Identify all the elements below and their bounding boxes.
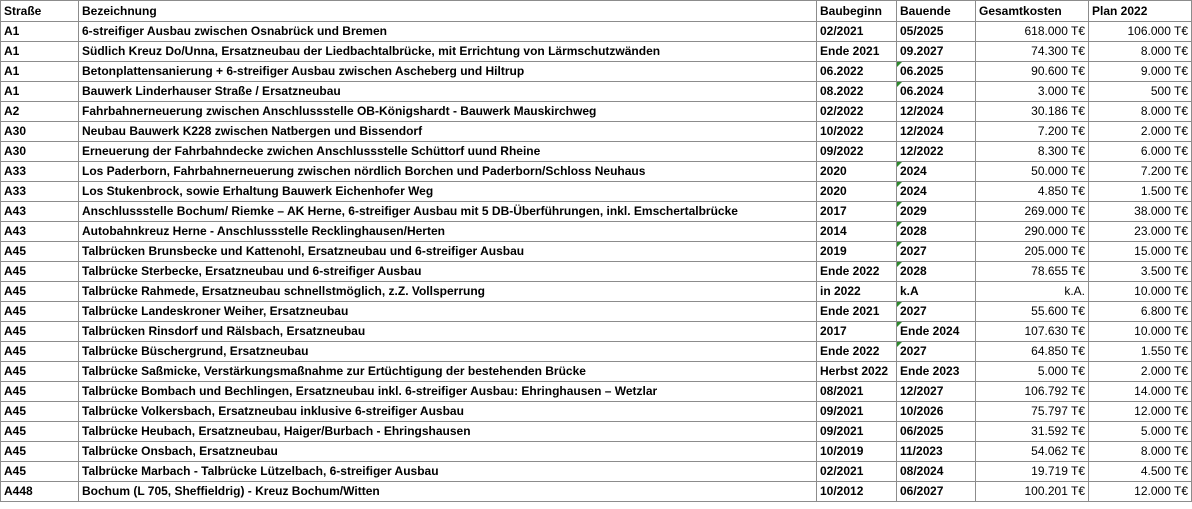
cell-strasse[interactable]: A45 (1, 362, 79, 382)
header-strasse[interactable]: Straße (1, 1, 79, 22)
table-row (1, 202, 1192, 222)
cell-bauende[interactable]: 2028 (897, 262, 976, 282)
cell-plan-2022[interactable]: 23.000 T€ (1089, 222, 1192, 242)
table-row (1, 402, 1192, 422)
cell-gesamtkosten[interactable]: 290.000 T€ (976, 222, 1089, 242)
cell-gesamtkosten[interactable]: 4.850 T€ (976, 182, 1089, 202)
table-row (1, 62, 1192, 82)
cell-baubeginn[interactable]: 02/2022 (817, 102, 897, 122)
table-row (1, 422, 1192, 442)
cell-bezeichnung[interactable]: Talbrücke Landeskroner Weiher, Ersatzneubau (79, 302, 817, 322)
cell-strasse[interactable]: A30 (1, 122, 79, 142)
cell-bauende[interactable]: 2028 (897, 222, 976, 242)
table-row (1, 222, 1192, 242)
cell-plan-2022[interactable]: 3.500 T€ (1089, 262, 1192, 282)
cell-gesamtkosten[interactable]: 78.655 T€ (976, 262, 1089, 282)
cell-bezeichnung[interactable]: Talbrücke Sterbecke, Ersatzneubau und 6-streifiger Ausbau (79, 262, 817, 282)
header-plan-2022[interactable]: Plan 2022 (1089, 1, 1192, 22)
header-bezeichnung[interactable]: Bezeichnung (79, 1, 817, 22)
table-row (1, 262, 1192, 282)
header-bauende[interactable]: Bauende (897, 1, 976, 22)
cell-bezeichnung[interactable]: Talbrücke Marbach - Talbrücke Lützelbach, 6-streifiger Ausbau (79, 462, 817, 482)
cell-plan-2022[interactable]: 7.200 T€ (1089, 162, 1192, 182)
cell-bezeichnung[interactable]: Bauwerk Linderhauser Straße / Ersatzneubau (79, 82, 817, 102)
cell-baubeginn[interactable]: 10/2019 (817, 442, 897, 462)
cell-gesamtkosten[interactable]: 74.300 T€ (976, 42, 1089, 62)
cell-bauende[interactable]: 09.2027 (897, 42, 976, 62)
cell-gesamtkosten[interactable]: 55.600 T€ (976, 302, 1089, 322)
cell-gesamtkosten[interactable]: k.A. (976, 282, 1089, 302)
cell-strasse[interactable]: A45 (1, 242, 79, 262)
cell-bezeichnung[interactable]: Los Stukenbrock, sowie Erhaltung Bauwerk Eichenhofer Weg (79, 182, 817, 202)
cell-bauende[interactable]: 11/2023 (897, 442, 976, 462)
cell-gesamtkosten[interactable]: 107.630 T€ (976, 322, 1089, 342)
cell-bauende[interactable]: Ende 2023 (897, 362, 976, 382)
cell-gesamtkosten[interactable]: 90.600 T€ (976, 62, 1089, 82)
cell-baubeginn[interactable]: 06.2022 (817, 62, 897, 82)
table-body (1, 22, 1192, 502)
cell-baubeginn[interactable]: Ende 2021 (817, 302, 897, 322)
cell-strasse[interactable]: A45 (1, 302, 79, 322)
cell-gesamtkosten[interactable]: 106.792 T€ (976, 382, 1089, 402)
cell-bauende[interactable]: k.A (897, 282, 976, 302)
cell-bezeichnung[interactable]: Talbrücke Bombach und Bechlingen, Ersatzneubau inkl. 6-streifiger Ausbau: Ehringhausen – Wetzlar (79, 382, 817, 402)
cell-strasse[interactable]: A1 (1, 22, 79, 42)
table-row (1, 242, 1192, 262)
cell-baubeginn[interactable]: 09/2021 (817, 422, 897, 442)
cell-bauende[interactable]: 12/2024 (897, 102, 976, 122)
cell-plan-2022[interactable]: 8.000 T€ (1089, 442, 1192, 462)
cell-bezeichnung[interactable]: Talbrücke Büschergrund, Ersatzneubau (79, 342, 817, 362)
cell-bezeichnung[interactable]: Talbrücken Rinsdorf und Rälsbach, Ersatzneubau (79, 322, 817, 342)
cell-plan-2022[interactable]: 8.000 T€ (1089, 102, 1192, 122)
cell-gesamtkosten[interactable]: 75.797 T€ (976, 402, 1089, 422)
cell-strasse[interactable]: A1 (1, 42, 79, 62)
cell-bezeichnung[interactable]: 6-streifiger Ausbau zwischen Osnabrück und Bremen (79, 22, 817, 42)
cell-baubeginn[interactable]: 2020 (817, 182, 897, 202)
table-row (1, 282, 1192, 302)
cell-gesamtkosten[interactable]: 8.300 T€ (976, 142, 1089, 162)
cell-plan-2022[interactable]: 12.000 T€ (1089, 402, 1192, 422)
cell-plan-2022[interactable]: 4.500 T€ (1089, 462, 1192, 482)
cell-gesamtkosten[interactable]: 19.719 T€ (976, 462, 1089, 482)
cell-gesamtkosten[interactable]: 31.592 T€ (976, 422, 1089, 442)
cell-bezeichnung[interactable]: Talbrücke Saßmicke, Verstärkungsmaßnahme zur Ertüchtigung der bestehenden Brücke (79, 362, 817, 382)
cell-strasse[interactable]: A45 (1, 422, 79, 442)
cell-bauende[interactable]: 05/2025 (897, 22, 976, 42)
cell-strasse[interactable]: A1 (1, 62, 79, 82)
table-row (1, 322, 1192, 342)
cell-strasse[interactable]: A45 (1, 322, 79, 342)
cell-bauende[interactable]: 08/2024 (897, 462, 976, 482)
cell-bauende[interactable]: 2024 (897, 162, 976, 182)
cell-strasse[interactable]: A30 (1, 142, 79, 162)
cell-baubeginn[interactable]: 2017 (817, 322, 897, 342)
cell-strasse[interactable]: A2 (1, 102, 79, 122)
cell-gesamtkosten[interactable]: 7.200 T€ (976, 122, 1089, 142)
cell-bezeichnung[interactable]: Bochum (L 705, Sheffieldrig) - Kreuz Bochum/Witten (79, 482, 817, 502)
cell-bezeichnung[interactable]: Autobahnkreuz Herne - Anschlussstelle Recklinghausen/Herten (79, 222, 817, 242)
cell-bezeichnung[interactable]: Fahrbahnerneuerung zwischen Anschlussstelle OB-Königshardt - Bauwerk Mauskirchweg (79, 102, 817, 122)
table-row (1, 382, 1192, 402)
cell-plan-2022[interactable]: 6.000 T€ (1089, 142, 1192, 162)
cell-bauende[interactable]: Ende 2024 (897, 322, 976, 342)
cell-baubeginn[interactable]: Ende 2022 (817, 262, 897, 282)
table-row (1, 182, 1192, 202)
cell-strasse[interactable]: A1 (1, 82, 79, 102)
cell-baubeginn[interactable]: 08/2021 (817, 382, 897, 402)
cell-bauende[interactable]: 2027 (897, 302, 976, 322)
cell-baubeginn[interactable]: in 2022 (817, 282, 897, 302)
cell-bauende[interactable]: 06/2027 (897, 482, 976, 502)
cell-baubeginn[interactable]: 02/2021 (817, 22, 897, 42)
cell-gesamtkosten[interactable]: 205.000 T€ (976, 242, 1089, 262)
cell-bezeichnung[interactable]: Anschlussstelle Bochum/ Riemke – AK Herne, 6-streifiger Ausbau mit 5 DB-Überführungen, inkl. Emschertalbrücke (79, 202, 817, 222)
cell-gesamtkosten[interactable]: 30.186 T€ (976, 102, 1089, 122)
cell-bauende[interactable]: 2029 (897, 202, 976, 222)
cell-baubeginn[interactable]: Ende 2021 (817, 42, 897, 62)
cell-plan-2022[interactable]: 1.500 T€ (1089, 182, 1192, 202)
cell-strasse[interactable]: A45 (1, 442, 79, 462)
table-row (1, 362, 1192, 382)
cell-bauende[interactable]: 2024 (897, 182, 976, 202)
cell-bezeichnung[interactable]: Talbrücken Brunsbecke und Kattenohl, Ersatzneubau und 6-streifiger Ausbau (79, 242, 817, 262)
cell-bauende[interactable]: 12/2027 (897, 382, 976, 402)
cell-baubeginn[interactable]: 10/2012 (817, 482, 897, 502)
cell-plan-2022[interactable]: 8.000 T€ (1089, 42, 1192, 62)
cell-baubeginn[interactable]: 2014 (817, 222, 897, 242)
cell-bezeichnung[interactable]: Talbrücke Rahmede, Ersatzneubau schnellstmöglich, z.Z. Vollsperrung (79, 282, 817, 302)
cell-bezeichnung[interactable]: Betonplattensanierung + 6-streifiger Ausbau zwischen Ascheberg und Hiltrup (79, 62, 817, 82)
cell-strasse[interactable]: A448 (1, 482, 79, 502)
table-row (1, 462, 1192, 482)
cell-gesamtkosten[interactable]: 5.000 T€ (976, 362, 1089, 382)
cell-bauende[interactable]: 12/2022 (897, 142, 976, 162)
cell-strasse[interactable]: A45 (1, 342, 79, 362)
cell-plan-2022[interactable]: 14.000 T€ (1089, 382, 1192, 402)
cell-baubeginn[interactable]: 2019 (817, 242, 897, 262)
cell-bauende[interactable]: 12/2024 (897, 122, 976, 142)
cell-plan-2022[interactable]: 15.000 T€ (1089, 242, 1192, 262)
table-row (1, 162, 1192, 182)
cell-baubeginn[interactable]: 10/2022 (817, 122, 897, 142)
cell-baubeginn[interactable]: 2020 (817, 162, 897, 182)
cell-baubeginn[interactable]: Herbst 2022 (817, 362, 897, 382)
cell-bezeichnung[interactable]: Los Paderborn, Fahrbahnerneuerung zwischen nördlich Borchen und Paderborn/Schloss Neuhaus (79, 162, 817, 182)
cell-strasse[interactable]: A33 (1, 182, 79, 202)
table-row (1, 342, 1192, 362)
cell-bauende[interactable]: 06/2025 (897, 422, 976, 442)
cell-strasse[interactable]: A43 (1, 202, 79, 222)
cell-bezeichnung[interactable]: Talbrücke Onsbach, Ersatzneubau (79, 442, 817, 462)
cell-plan-2022[interactable]: 1.550 T€ (1089, 342, 1192, 362)
cell-plan-2022[interactable]: 10.000 T€ (1089, 282, 1192, 302)
cell-bauende[interactable]: 10/2026 (897, 402, 976, 422)
cell-baubeginn[interactable]: 2017 (817, 202, 897, 222)
cell-plan-2022[interactable]: 12.000 T€ (1089, 482, 1192, 502)
table-row (1, 82, 1192, 102)
cell-bauende[interactable]: 06.2024 (897, 82, 976, 102)
cell-baubeginn[interactable]: Ende 2022 (817, 342, 897, 362)
cell-strasse[interactable]: A33 (1, 162, 79, 182)
cell-bauende[interactable]: 06.2025 (897, 62, 976, 82)
table-row (1, 142, 1192, 162)
table-row (1, 442, 1192, 462)
cell-plan-2022[interactable]: 10.000 T€ (1089, 322, 1192, 342)
cell-baubeginn[interactable]: 02/2021 (817, 462, 897, 482)
cell-plan-2022[interactable]: 2.000 T€ (1089, 122, 1192, 142)
cell-strasse[interactable]: A45 (1, 462, 79, 482)
cell-gesamtkosten[interactable]: 618.000 T€ (976, 22, 1089, 42)
header-baubeginn[interactable]: Baubeginn (817, 1, 897, 22)
cell-strasse[interactable]: A45 (1, 262, 79, 282)
cell-strasse[interactable]: A45 (1, 282, 79, 302)
table-row (1, 22, 1192, 42)
cell-gesamtkosten[interactable]: 3.000 T€ (976, 82, 1089, 102)
cell-bezeichnung[interactable]: Talbrücke Volkersbach, Ersatzneubau inklusive 6-streifiger Ausbau (79, 402, 817, 422)
cell-strasse[interactable]: A43 (1, 222, 79, 242)
cell-plan-2022[interactable]: 38.000 T€ (1089, 202, 1192, 222)
cell-bauende[interactable]: 2027 (897, 242, 976, 262)
cell-baubeginn[interactable]: 09/2021 (817, 402, 897, 422)
cell-plan-2022[interactable]: 6.800 T€ (1089, 302, 1192, 322)
table-row (1, 482, 1192, 502)
cell-strasse[interactable]: A45 (1, 402, 79, 422)
cell-gesamtkosten[interactable]: 269.000 T€ (976, 202, 1089, 222)
cell-strasse[interactable]: A45 (1, 382, 79, 402)
cell-bezeichnung[interactable]: Neubau Bauwerk K228 zwischen Natbergen und Bissendorf (79, 122, 817, 142)
cell-plan-2022[interactable]: 500 T€ (1089, 82, 1192, 102)
cell-plan-2022[interactable]: 9.000 T€ (1089, 62, 1192, 82)
table-row (1, 102, 1192, 122)
cell-bauende[interactable]: 2027 (897, 342, 976, 362)
cell-bezeichnung[interactable]: Talbrücke Heubach, Ersatzneubau, Haiger/Burbach - Ehringshausen (79, 422, 817, 442)
cell-bezeichnung[interactable]: Südlich Kreuz Do/Unna, Ersatzneubau der Liedbachtalbrücke, mit Errichtung von Lärmschutzwänden (79, 42, 817, 62)
cell-plan-2022[interactable]: 106.000 T€ (1089, 22, 1192, 42)
table-row (1, 122, 1192, 142)
table-row (1, 42, 1192, 62)
cell-plan-2022[interactable]: 2.000 T€ (1089, 362, 1192, 382)
cell-plan-2022[interactable]: 5.000 T€ (1089, 422, 1192, 442)
cell-gesamtkosten[interactable]: 100.201 T€ (976, 482, 1089, 502)
header-gesamtkosten[interactable]: Gesamtkosten (976, 1, 1089, 22)
header-row (1, 1, 1192, 22)
cell-gesamtkosten[interactable]: 64.850 T€ (976, 342, 1089, 362)
cell-gesamtkosten[interactable]: 54.062 T€ (976, 442, 1089, 462)
cell-baubeginn[interactable]: 08.2022 (817, 82, 897, 102)
cell-bezeichnung[interactable]: Erneuerung der Fahrbahndecke zwichen Anschlussstelle Schüttorf uund Rheine (79, 142, 817, 162)
cell-gesamtkosten[interactable]: 50.000 T€ (976, 162, 1089, 182)
cell-baubeginn[interactable]: 09/2022 (817, 142, 897, 162)
table-row (1, 302, 1192, 322)
